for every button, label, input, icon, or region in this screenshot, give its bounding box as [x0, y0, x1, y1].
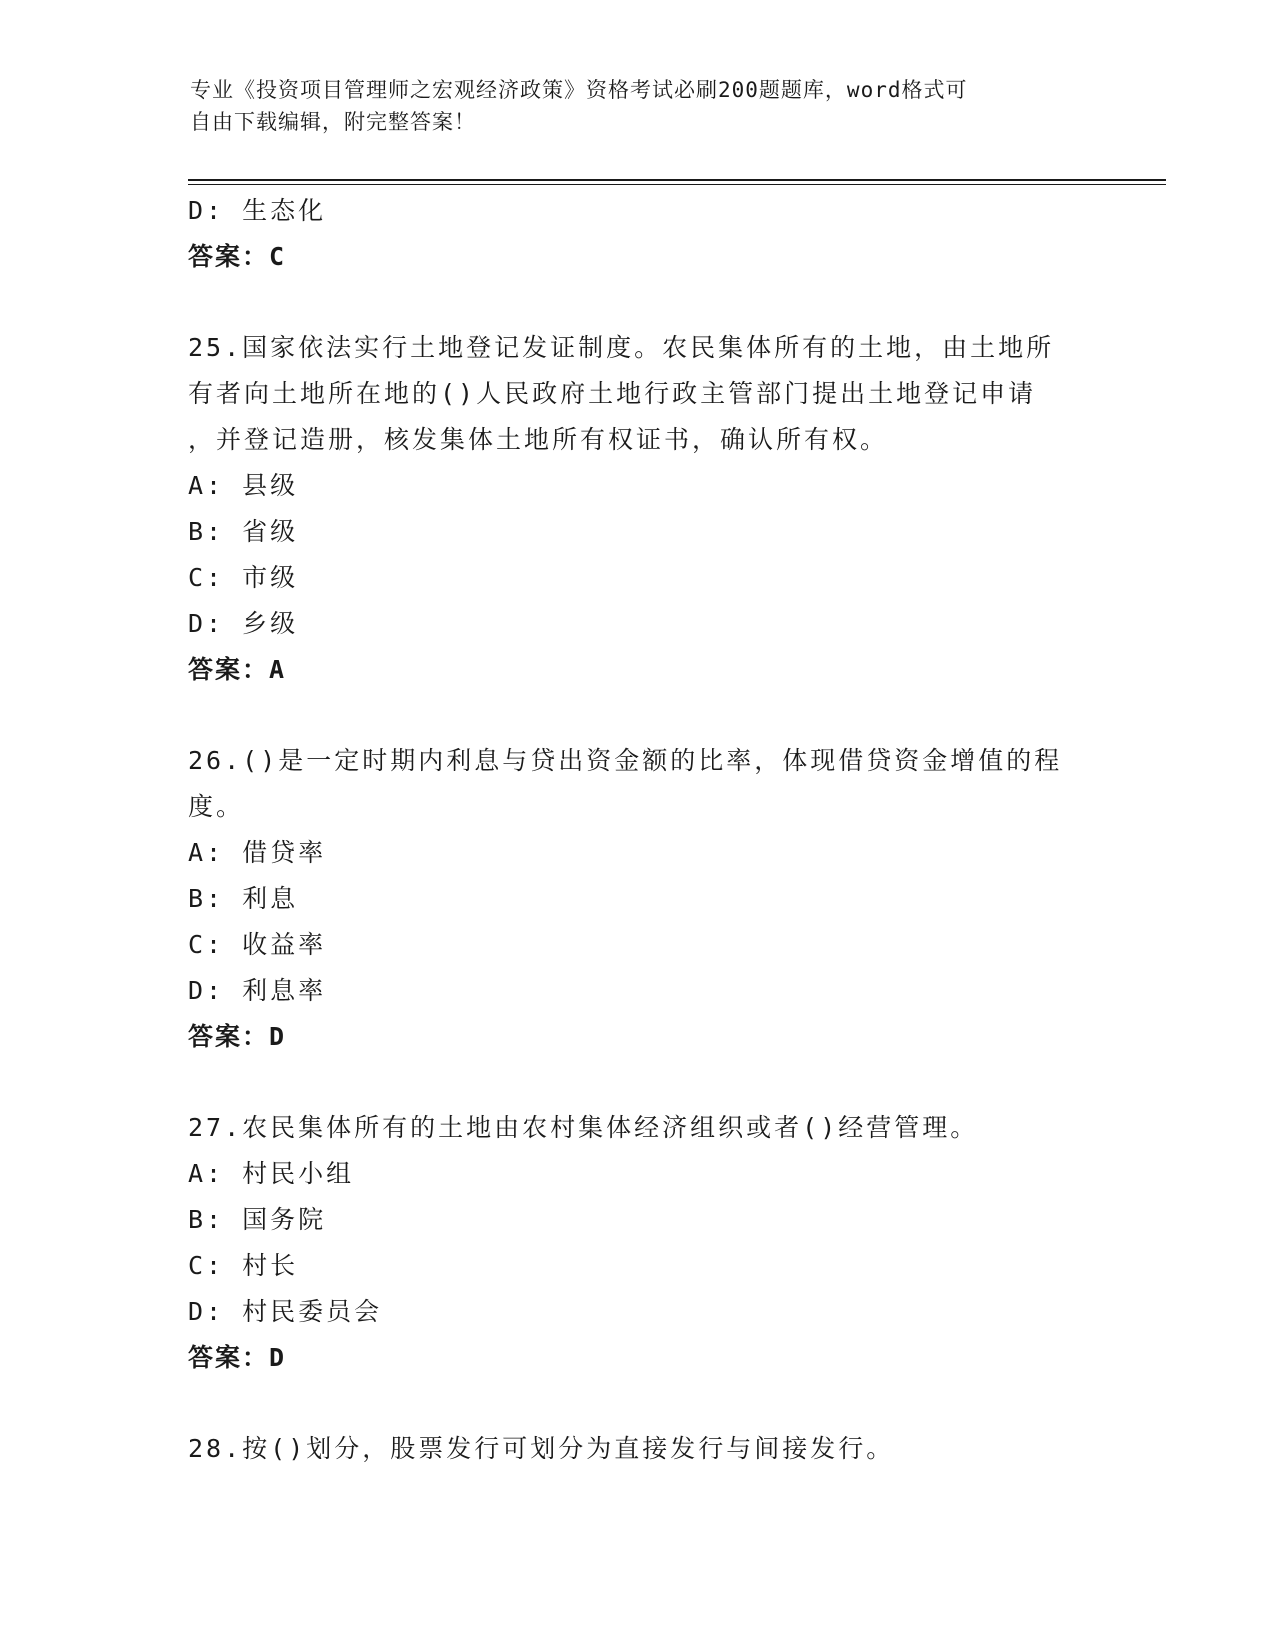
question-stem-line: 27.农民集体所有的土地由农村集体经济组织或者()经营管理。	[188, 1113, 979, 1142]
option-b: B: 国务院	[188, 1205, 327, 1234]
spacer	[188, 1381, 1088, 1426]
question-stem-line: 25.国家依法实行土地登记发证制度。农民集体所有的土地，由土地所	[188, 333, 1055, 362]
question-stem-line: 28.按()划分，股票发行可划分为直接发行与间接发行。	[188, 1434, 895, 1463]
option-b: B: 省级	[188, 517, 299, 546]
question-stem-line: 有者向土地所在地的()人民政府土地行政主管部门提出土地登记申请	[188, 379, 1037, 408]
question-25	[188, 325, 1088, 693]
header-line-1: 专业《投资项目管理师之宏观经济政策》资格考试必刷200题题库，word格式可	[190, 78, 968, 102]
question-28	[188, 1426, 1088, 1472]
option-b: B: 利息	[188, 884, 299, 913]
question-26	[188, 738, 1088, 1060]
answer-line: 答案：A	[188, 655, 287, 684]
option-c: C: 收益率	[188, 930, 327, 959]
question-stem-line: 26.()是一定时期内利息与贷出资金额的比率，体现借贷资金增值的程	[188, 746, 1063, 775]
question-stem-line: 度。	[188, 792, 245, 821]
option-a: A: 借贷率	[188, 838, 327, 867]
question-stem-line: ，并登记造册，核发集体土地所有权证书，确认所有权。	[188, 425, 889, 454]
spacer	[188, 693, 1088, 738]
option-d: D: 利息率	[188, 976, 327, 1005]
option-a: A: 村民小组	[188, 1159, 355, 1188]
spacer	[188, 280, 1088, 325]
option-a: A: 县级	[188, 471, 299, 500]
option-c: C: 村长	[188, 1251, 299, 1280]
option-d: D: 村民委员会	[188, 1297, 383, 1326]
question-content	[188, 188, 1088, 1472]
header-line-2: 自由下载编辑，附完整答案！	[190, 110, 476, 134]
answer-line: 答案：D	[188, 1343, 287, 1372]
answer-line: 答案：D	[188, 1022, 287, 1051]
question-27	[188, 1105, 1088, 1381]
option-d: D: 生态化	[188, 196, 327, 225]
answer-line: 答案：C	[188, 242, 287, 271]
header-divider-thick	[188, 179, 1166, 181]
header-divider-thin	[188, 184, 1166, 185]
option-c: C: 市级	[188, 563, 299, 592]
document-header	[190, 74, 1090, 138]
spacer	[188, 1060, 1088, 1105]
option-d: D: 乡级	[188, 609, 299, 638]
